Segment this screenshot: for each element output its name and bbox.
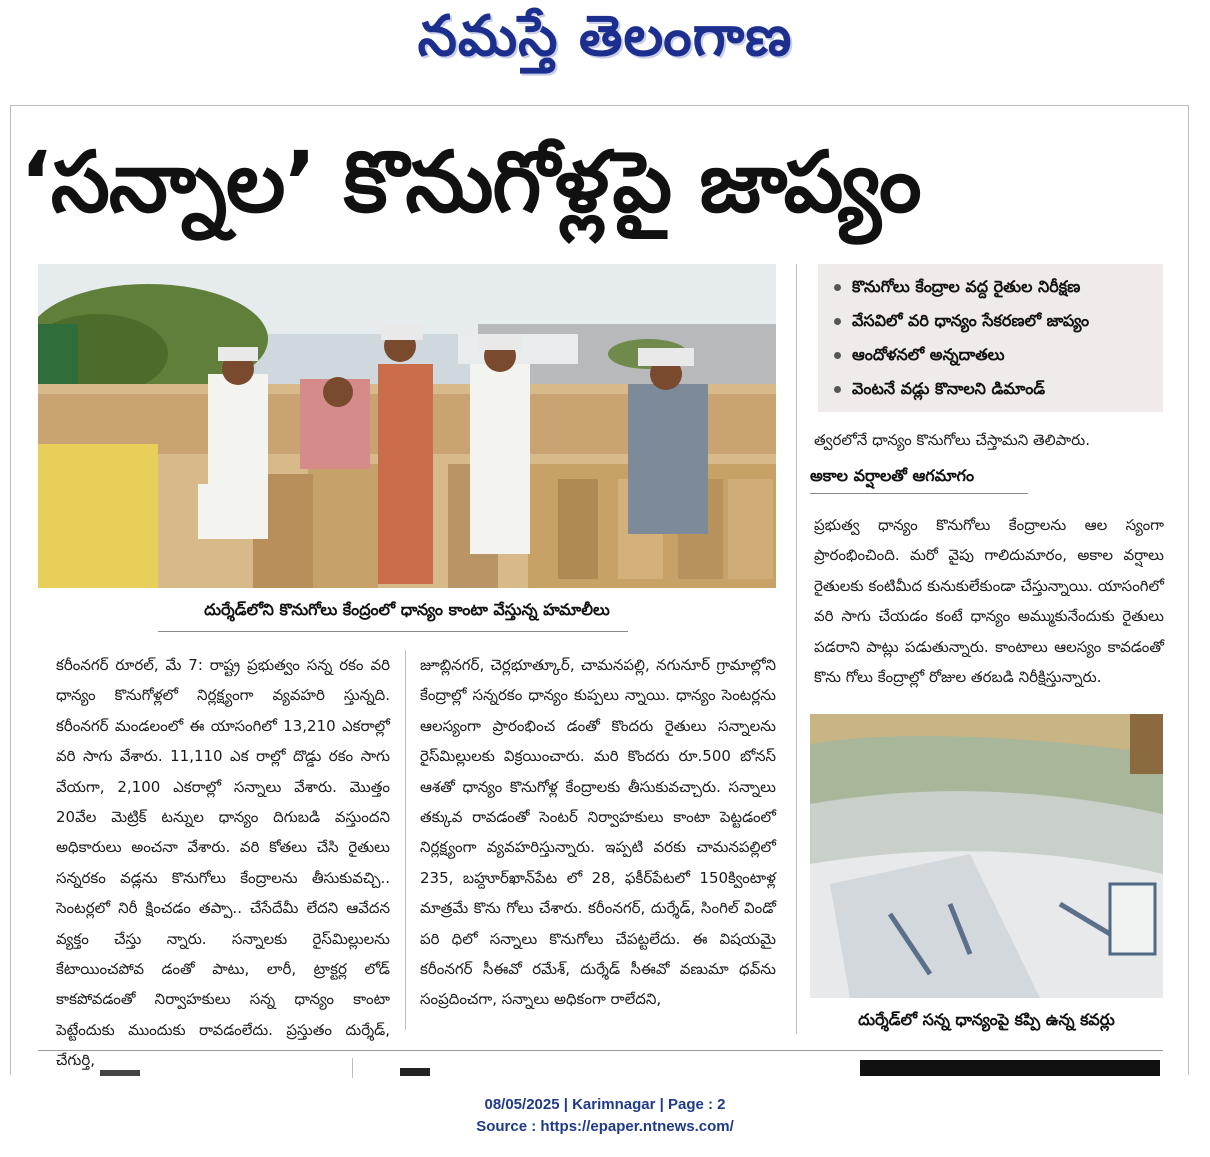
source-link[interactable]: Source : https://epaper.ntnews.com/ — [476, 1118, 734, 1135]
subheading: అకాల వర్షాలతో ఆగమాగం — [810, 462, 1028, 494]
bottom-rule — [38, 1050, 1163, 1051]
secondary-photo-caption: దుర్శేడ్‌లో సన్న ధాన్యంపై కప్పి ఉన్న కవర్లు — [858, 1010, 1115, 1029]
article-paragraph: జూబ్లినగర్, చెర్లభూత్కూర్, చామనపల్లి, నగునూర్ గ్రామాల్లోని కేంద్రాల్లో సన్నరకం ధాన్యం కుప్పలు న్నాయి. ధాన్యం సెంటర్లను ఆలస్యంగా ప్రారంభించ డంతో కొందరు రైతులు సన్నాలను రైస్‌మిల్లులకు విక్రయించారు. మరి కొందరు రూ.500 బోనస్ ఆశతో ధాన్యం కొనుగోళ్ల కేంద్రాలకు తీసుకువచ్చారు. సన్నాలు తక్కువ రావడంతో సెంటర్ నిర్వాహకులు కాంటా పెట్టడంలో నిర్లక్ష్యంగా వ్యవహరిస్తున్నారు. ఇప్పటి వరకు చామనపల్లిలో 235, బహ్దూర్‌ఖాన్‌పేట లో 28, ఫకీర్‌పేటలో 150క్వింటాళ్ల మాత్రమే కొను గోలు చేశారు. కరీంనగర్, దుర్శేడ్, సింగిల్ విండో పరి ధిలో సన్నాలు కొనుగోలు చేపట్టలేదు. ఈ విషయమై కరీంనగర్ సీఈవో రమేశ్, దుర్శేడ్ సీఈవో వణుమా ధవ్‌ను సంప్రదించగా, సన్నాలు అధికంగా రాలేదని, — [420, 656, 776, 1009]
secondary-photo — [810, 714, 1163, 998]
next-headline-fragment — [400, 1060, 1160, 1076]
column-divider — [796, 264, 797, 1034]
newspaper-logo: నమస్తే తెలంగాణ — [417, 4, 793, 69]
article-column-3-lead — [814, 425, 1164, 455]
page-frame-top — [10, 105, 1188, 106]
covered-grain-photo-illustration — [810, 714, 1163, 998]
column-divider — [352, 1058, 353, 1078]
masthead — [0, 0, 1210, 100]
highlight-item: వేసవిలో వరి ధాన్యం సేకరణలో జాప్యం — [830, 304, 1153, 338]
main-photo-caption: దుర్శేడ్‌లోని కొనుగోలు కేంద్రంలో ధాన్యం కాంటా వేస్తున్న హమాలీలు — [204, 600, 610, 619]
highlight-item: కొనుగోలు కేంద్రాల వద్ద రైతుల నిరీక్షణ — [830, 270, 1153, 304]
next-article-fragment — [100, 1060, 140, 1076]
highlights-box — [818, 264, 1163, 412]
article-paragraph: ప్రభుత్వ ధాన్యం కొనుగోలు కేంద్రాలను ఆల స్యంగా ప్రారంభించింది. మరో వైపు గాలిదుమారం, అకాల వర్షాలు రైతులకు కంటిమీద కునుకులేకుండా చేస్తున్నాయి. యాసంగిలో వరి సాగు చేయడం కంటే ధాన్యం అమ్ముకునేందుకు రైతులు పడరాని పాట్లు పడుతున్నారు. కాంటాలు ఆలస్యం కావడంతో కొను గోలు కేంద్రాల్లో రోజుల తరబడి నిరీక్షిస్తున్నారు. — [814, 516, 1164, 687]
highlights-list — [830, 270, 1153, 406]
article-paragraph: కరీంనగర్ రూరల్, మే 7: రాష్ట్ర ప్రభుత్వం సన్న రకం వరి ధాన్యం కొనుగోళ్లలో నిర్లక్ష్యంగా వ్యవహరి స్తున్నది. కరీంనగర్ మండలంలో ఈ యాసంగిలో 13,210 ఎకరాల్లో వరి సాగు వేశారు. 11,110 ఎక రాల్లో దొడ్డు రకం సాగు వేయగా, 2,100 ఎకరాల్లో సన్నాలు వేశారు. మొత్తం 20వేల మెట్రిక్ టన్నుల ధాన్యం దిగుబడి వస్తుందని అధికారులు అంచనా వేశారు. వరి కోతలు చేసి రైతులు సన్నరకం వడ్లను కొనుగోలు కేంద్రాలను తీసుకువచ్చి.. సెంటర్లలో నిరీ క్షించడం తప్పా.. చేసేదేమీ లేదని ఆవేదన వ్యక్తం చేస్తు న్నారు. సన్నాలకు రైస్‌మిల్లులను కేటాయించపోవ డంతో పాటు, లారీ, ట్రాక్టర్ల లోడ్ కాకపోవడంతో నిర్వాహకులు సన్న ధాన్యం కాంటా పెట్టేందుకు ముందుకు రావడంలేదు. ప్రస్తుతం దుర్శేడ్, చేగుర్తి, — [56, 656, 390, 1070]
column-divider — [405, 650, 406, 1030]
article-column-1 — [56, 650, 390, 1076]
cropped-text-fragment — [100, 1060, 140, 1076]
headline: ‘సన్నాల’ కొనుగోళ్లపై జాప్యం — [20, 133, 921, 231]
farmers-photo-illustration — [38, 264, 776, 588]
article-column-2 — [420, 650, 776, 1015]
highlight-item: ఆందోళనలో అన్నదాతలు — [830, 338, 1153, 372]
page-footer — [0, 1094, 1210, 1138]
page-frame-left — [10, 105, 11, 1075]
highlight-item: వెంటనే వడ్లు కొనాలని డిమాండ్ — [830, 372, 1153, 406]
cropped-headline-fragment — [400, 1060, 1160, 1076]
main-photo — [38, 264, 776, 588]
article-column-3 — [814, 510, 1164, 692]
article-paragraph: త్వరలోనే ధాన్యం కొనుగోలు చేస్తామని తెలిపారు. — [814, 431, 1090, 449]
edition-info: 08/05/2025 | Karimnagar | Page : 2 — [484, 1096, 726, 1113]
caption-underline — [158, 631, 628, 632]
